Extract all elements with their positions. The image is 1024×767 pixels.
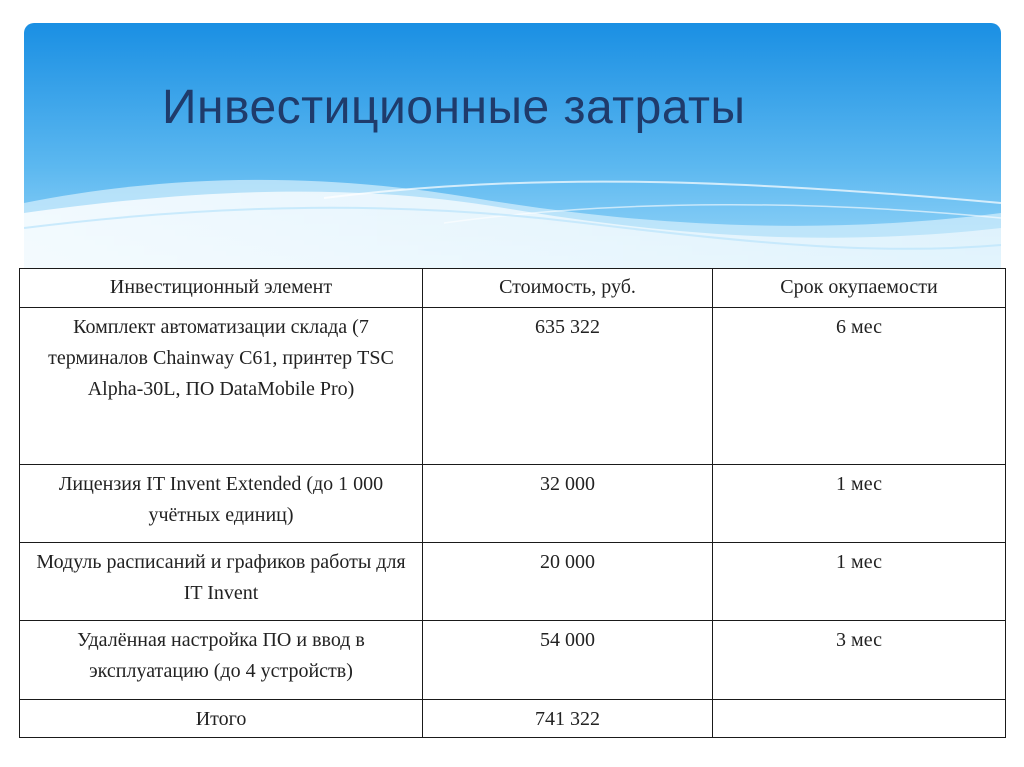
item-cell: Модуль расписаний и графиков работы для IT Invent (20, 543, 423, 621)
item-cell: Комплект автоматизации склада (7 терминалов Chainway C61, принтер TSC Alpha-30L, ПО DataMobile Pro) (20, 308, 423, 465)
cost-cell: 635 322 (423, 308, 713, 465)
table-total-row (20, 700, 1006, 738)
payback-cell: 1 мес (713, 465, 1006, 543)
table-row (20, 465, 1006, 543)
payback-cell: 6 мес (713, 308, 1006, 465)
header-payback-period: Срок окупаемости (713, 269, 1006, 308)
cost-cell: 20 000 (423, 543, 713, 621)
table-row (20, 543, 1006, 621)
table-row (20, 621, 1006, 700)
table-header-row (20, 269, 1006, 308)
payback-cell: 3 мес (713, 621, 1006, 700)
cost-cell: 54 000 (423, 621, 713, 700)
total-label-cell: Итого (20, 700, 423, 738)
table-row (20, 308, 1006, 465)
item-cell: Лицензия IT Invent Extended (до 1 000 учётных единиц) (20, 465, 423, 543)
header-cost: Стоимость, руб. (423, 269, 713, 308)
total-cost-cell: 741 322 (423, 700, 713, 738)
investment-cost-table (19, 268, 1006, 738)
header-investment-element: Инвестиционный элемент (20, 269, 423, 308)
slide-title: Инвестиционные затраты (162, 81, 746, 134)
wave-background (24, 23, 1001, 285)
item-cell: Удалённая настройка ПО и ввод в эксплуатацию (до 4 устройств) (20, 621, 423, 700)
total-payback-cell (713, 700, 1006, 738)
payback-cell: 1 мес (713, 543, 1006, 621)
header-banner (24, 23, 1001, 285)
cost-cell: 32 000 (423, 465, 713, 543)
